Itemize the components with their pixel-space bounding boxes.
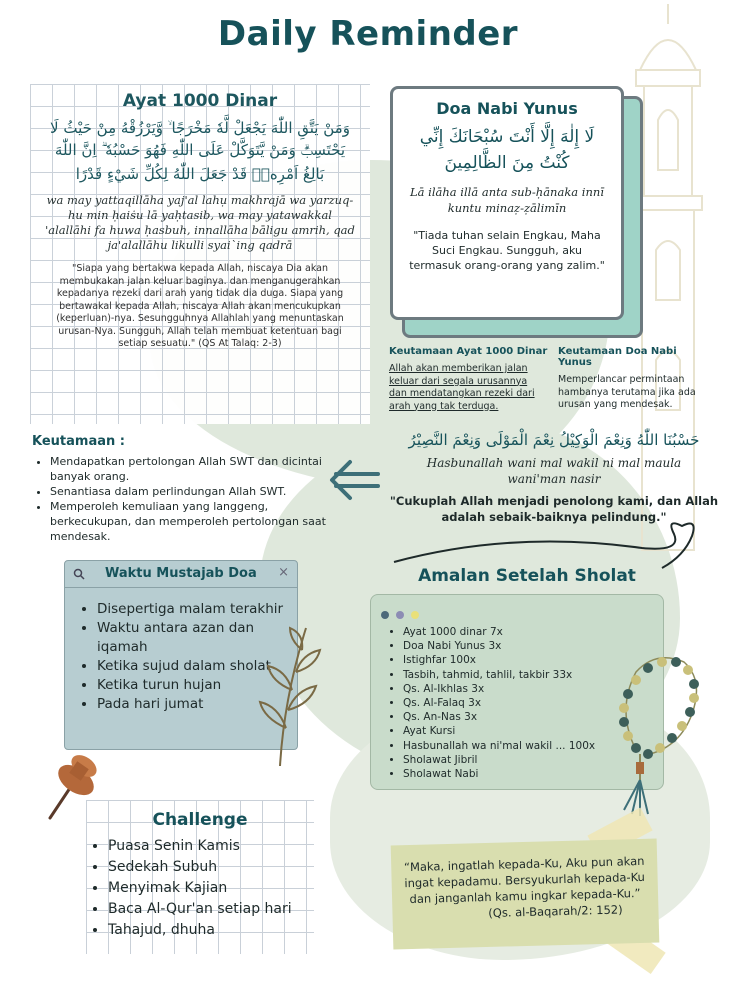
doa-yunus-latin: Lā ilāha illā anta sub-ḥānaka innī kuntu minaẓ-ẓālimīn	[410, 185, 604, 215]
challenge-list	[90, 836, 314, 941]
arrow-left-icon	[326, 458, 382, 502]
quote-note	[391, 839, 660, 950]
ayat1000-card	[30, 84, 370, 424]
keutamaan-yunus-title: Keutamaan Doa Nabi Yunus	[558, 346, 677, 368]
list-item: • Qs. An-Nas 3x	[403, 710, 595, 724]
doa-yunus-title: Doa Nabi Yunus	[436, 99, 578, 118]
dot-icon	[396, 611, 404, 619]
hasbunallah-latin: Hasbunallah wani mal wakil ni mal maula wani'man nasir	[426, 456, 682, 486]
list-item: • Waktu antara azan dan iqamah	[97, 619, 287, 657]
list-item: • Menyimak Kajian	[108, 878, 314, 899]
challenge-title: Challenge	[152, 810, 248, 830]
ayat1000-latin: wa may yattaqillāha yaj'al lahụ makhrajā wa yarzuq-hu min ḥaiṡu lā yaḥtasib, wa may yatawakkal 'alallāhi fa huwa ḥasbuh, innallāha bāligu amrih, qad ja'alallāhu likulli syai`ing qadrā	[45, 193, 355, 252]
list-item: • Qs. Al-Falaq 3x	[403, 696, 595, 710]
list-item: • Tasbih, tahmid, tahlil, takbir 33x	[403, 668, 595, 682]
challenge-card	[86, 800, 314, 954]
list-item: • Memperoleh kemuliaan yang langgeng, berkecukupan, dan memperoleh pertolongan saat mendesak.	[50, 499, 332, 544]
list-item: • Hasbunallah wa ni'mal wakil ... 100x	[403, 739, 595, 753]
list-item: • Pada hari jumat	[97, 695, 287, 714]
close-icon[interactable]: ×	[278, 565, 289, 580]
hasbunallah-translation: "Cukuplah Allah menjadi penolong kami, dan Allah adalah sebaik-baiknya pelindung."	[389, 494, 719, 524]
keutamaan-yunus-box	[558, 346, 708, 412]
keutamaan-ayat-text: Allah akan memberikan jalan keluar dari segala urusannya dan mendatangkan rezeki dari arah yang tak terduga.	[389, 363, 535, 412]
list-item: • Istighfar 100x	[403, 653, 595, 667]
keutamaan-ayat-title: Keutamaan Ayat 1000 Dinar	[389, 346, 548, 357]
quote-source: (Qs. al-Baqarah/2: 152)	[488, 902, 623, 920]
list-item: • Senantiasa dalam perlindungan Allah SWT.	[50, 484, 332, 499]
doa-yunus-card	[390, 86, 624, 320]
keutamaan-title: Keutamaan :	[32, 434, 125, 449]
dot-icon	[381, 611, 389, 619]
keutamaan-ayat-box	[389, 346, 549, 413]
leaf-branch-decoration	[250, 618, 330, 768]
list-item: • Ketika sujud dalam sholat	[97, 657, 287, 676]
ayat1000-arabic-1: وَمَنْ يَتَّقِ اللّٰهَ يَجْعَلْ لَّهٗ مَخْرَجًا ۙ وَّيَرْزُقْهُ مِنْ حَيْثُ لَا يَحْتَسِبُۗ وَمَنْ يَّتَوَكَّلْ عَلَى اللّٰهِ فَهُوَ حَسْبُهٗ ۗ اِنَّ اللّٰهَ	[50, 119, 350, 159]
hasbunallah-arabic: حَسْبُنَا اللّٰهُ وَنِعْمَ الْوَكِيْلُ نِعْمَ الْمَوْلَى وَنِعْمَ النَّصِيْرُ	[408, 431, 700, 449]
list-item: • Disepertiga malam terakhir	[97, 600, 287, 619]
page-title: Daily Reminder	[217, 14, 519, 54]
amalan-list	[387, 625, 595, 781]
list-item: • Ayat 1000 dinar 7x	[403, 625, 595, 639]
amalan-title: Amalan Setelah Sholat	[418, 566, 636, 586]
hasbunallah-section	[384, 428, 724, 525]
list-item: • Mendapatkan pertolongan Allah SWT dan dicintai banyak orang.	[50, 454, 332, 484]
heart-line-decoration	[392, 512, 712, 572]
list-item: • Ayat Kursi	[403, 724, 595, 738]
list-item: • Qs. Al-Ikhlas 3x	[403, 682, 595, 696]
keutamaan-list	[32, 454, 332, 544]
keutamaan-section	[32, 434, 332, 544]
waktu-title: Waktu Mustajab Doa	[105, 566, 257, 581]
ayat1000-arabic-2: بَالِغُ اَمْرِهٖۗ قَدْ جَعَلَ اللّٰهُ لِكُلِّ شَيْءٍ قَدْرًا	[75, 165, 325, 183]
ayat1000-title: Ayat 1000 Dinar	[122, 91, 278, 111]
list-item: • Sedekah Subuh	[108, 857, 314, 878]
list-item: • Baca Al-Qur'an setiap hari	[108, 899, 314, 920]
list-item: • Sholawat Nabi	[403, 767, 595, 781]
list-item: • Puasa Senin Kamis	[108, 836, 314, 857]
dot-icon	[411, 611, 419, 619]
list-item: • Tahajud, dhuha	[108, 920, 314, 941]
quote-text: “Maka, ingatlah kepada-Ku, Aku pun akan ingat kepadamu. Bersyukurlah kepada-Ku dan janganlah kamu ingkar kepada-Ku.”	[403, 853, 646, 907]
doa-yunus-arabic: لَا إِلٰهَ إِلَّا أَنْتَ سُبْحَانَكَ إِنِّي كُنْتُ مِنَ الظَّالِمِينَ	[419, 127, 595, 173]
waktu-titlebar	[65, 561, 297, 588]
doa-yunus-translation: "Tiada tuhan selain Engkau, Maha Suci Engkau. Sungguh, aku termasuk orang-orang yang zalim."	[409, 229, 605, 272]
list-item: • Doa Nabi Yunus 3x	[403, 639, 595, 653]
list-item: • Sholawat Jibril	[403, 753, 595, 767]
ayat1000-translation: "Siapa yang bertakwa kepada Allah, niscaya Dia akan membukakan jalan keluar baginya. dan menganugerahkan kepadanya rezeki dari arah yang tidak dia duga. Siapa yang bertawakal kepada Allah, niscaya Allah akan mencukupkan (keperluan)-nya. Sesungguhnya Allahlah yang menuntaskan urusan-Nya. Sungguh, Allah telah membuat ketentuan bagi setiap sesuatu." (QS At Talaq: 2-3)	[56, 263, 344, 349]
list-item: • Ketika turun hujan	[97, 676, 287, 695]
prayer-beads-illustration	[606, 650, 706, 820]
keutamaan-yunus-text: Memperlancar permintaan hambanya terutama jika ada urusan yang mendesak.	[558, 374, 696, 410]
search-icon	[73, 568, 85, 580]
window-controls	[381, 604, 419, 623]
